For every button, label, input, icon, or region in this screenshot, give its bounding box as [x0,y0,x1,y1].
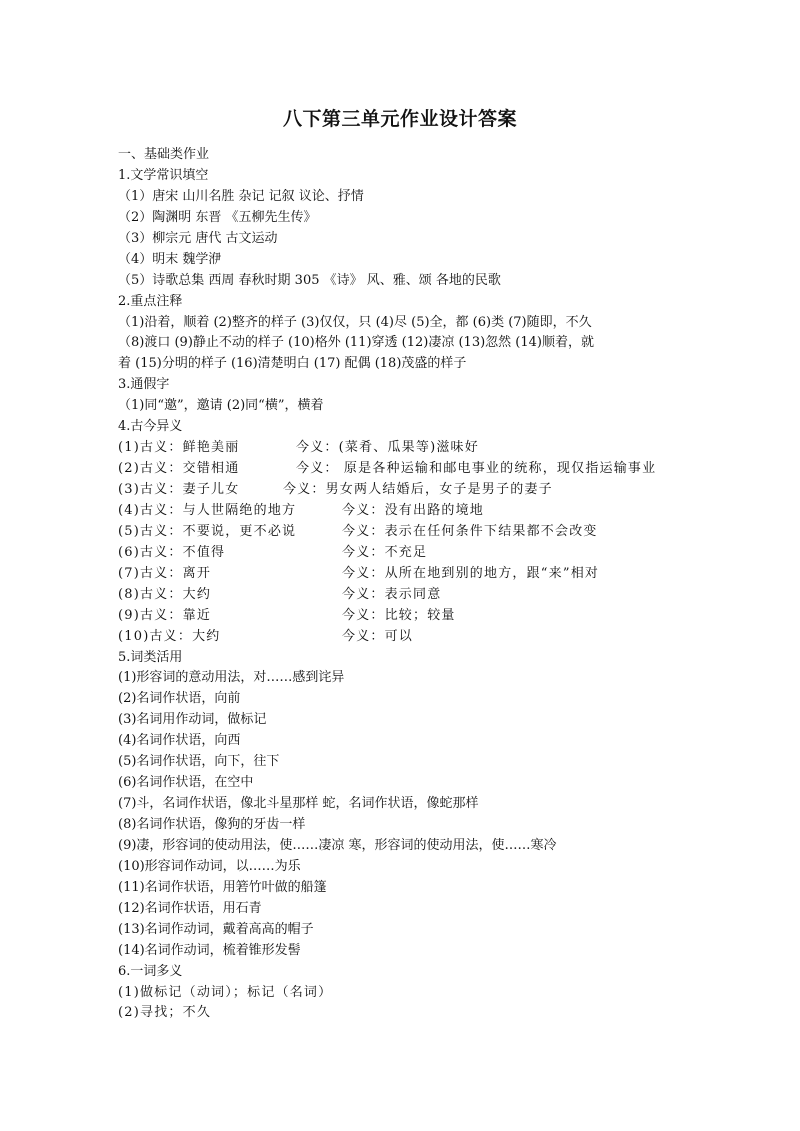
q1-item: （2）陶渊明 东晋 《五柳先生传》 [118,209,317,225]
ancient-meaning: (7)古义：离开 [118,565,212,581]
modern-meaning: 今义：表示同意 [342,586,442,602]
q1-heading: 1.文学常识填空 [118,167,209,183]
q5-item: (5)名词作状语，向下，往下 [118,754,280,770]
modern-meaning: 今义：不充足 [342,544,428,560]
q4-row [118,606,688,627]
ancient-meaning: (9)古义：靠近 [118,607,212,623]
q2-heading: 2.重点注释 [118,293,183,309]
q4-heading: 4.古今异义 [118,419,183,435]
q4-row [118,522,688,543]
q5-item: (10)形容词作动词，以……为乐 [118,858,301,874]
modern-meaning: 今义：(菜肴、瓜果等)滋味好 [296,440,479,456]
q6-heading: 6.一词多义 [118,963,183,979]
q2-item: 着 (15)分明的样子 (16)清楚明白 (17) 配偶 (18)茂盛的样子 [118,356,467,372]
modern-meaning: 今义：从所在地到别的地方，跟“来”相对 [342,565,600,581]
q5-item: (4)名词作状语，向西 [118,733,241,749]
q4-row [118,627,688,648]
q4-row [118,459,688,480]
section-heading: 一、基础类作业 [118,147,210,162]
ancient-meaning: (2)古义：交错相通 [118,461,240,477]
q4-row [118,564,688,585]
modern-meaning: 今义： 原是各种运输和邮电事业的统称，现仅指运输事业 [296,461,657,477]
q1-item: （5）诗歌总集 西周 春秋时期 305 《诗》 风、雅、颂 各地的民歌 [118,272,501,288]
q5-item: (8)名词作状语，像狗的牙齿一样 [118,817,306,832]
q5-item: (6)名词作状语，在空中 [118,775,254,791]
q2-item: （8)渡口 (9)静止不动的样子 (10)格外 (11)穿透 (12)凄凉 (13)忽然 (14)顺着，就 [118,335,594,351]
ancient-meaning: (5)古义：不要说，更不必说 [118,523,297,539]
q3-heading: 3.通假字 [118,377,170,393]
q4-row [118,585,688,606]
q1-item: （4）明末 魏学洢 [118,251,222,267]
q6-item: (2)寻找；不久 [118,1005,212,1021]
ancient-meaning: (8)古义：大约 [118,586,212,602]
q4-row [118,438,688,459]
ancient-meaning: (3)古义：妻子儿女 [118,482,240,497]
modern-meaning: 今义：没有出路的境地 [342,502,485,518]
q3-item: （1)同“邀”，邀请 (2)同“横”，横着 [118,398,324,414]
q5-item: (2)名词作状语，向前 [118,691,241,707]
q5-item: (7)斗，名词作状语，像北斗星那样 蛇，名词作状语，像蛇那样 [118,796,479,812]
q1-item: （3）柳宗元 唐代 古文运动 [118,230,278,246]
q5-item: (3)名词用作动词，做标记 [118,712,267,728]
q2-item: （1)沿着，顺着 (2)整齐的样子 (3)仅仅，只 (4)尽 (5)全，都 (6)类 (7)随即，不久 [118,314,592,330]
q1-item: （1）唐宋 山川名胜 杂记 记叙 议论、抒情 [118,188,364,204]
modern-meaning: 今义：可以 [342,628,414,644]
q5-item: (1)形容词的意动用法，对……感到诧异 [118,670,345,686]
page-title: 八下第三单元作业设计答案 [282,108,517,130]
modern-meaning: 今义：比较；较量 [342,607,456,623]
q5-item: (12)名词作状语，用石青 [118,900,262,916]
q5-item: (14)名词作动词，梳着锥形发髻 [118,942,301,958]
q5-heading: 5.词类活用 [118,649,183,665]
document-body [118,145,688,1024]
modern-meaning: 今义：男女两人结婚后，女子是男子的妻子 [283,482,553,497]
ancient-meaning: (6)古义：不值得 [118,544,226,560]
q4-row [118,543,688,564]
q4-row [118,501,688,522]
q5-item: (11)名词作状语，用箬竹叶做的船篷 [118,879,327,895]
q4-row [118,480,688,501]
ancient-meaning: (10)古义：大约 [118,628,221,644]
modern-meaning: 今义：表示在任何条件下结果都不会改变 [342,523,598,539]
q5-item: (9)凄，形容词的使动用法，使……凄凉 寒，形容词的使动用法，使……寒冷 [118,837,557,853]
ancient-meaning: (1)古义：鲜艳美丽 [118,440,240,456]
q6-item: (1)做标记（动词）；标记（名词） [118,984,333,1000]
q5-item: (13)名词作动词，戴着高高的帽子 [118,921,314,937]
ancient-meaning: (4)古义：与人世隔绝的地方 [118,502,297,518]
